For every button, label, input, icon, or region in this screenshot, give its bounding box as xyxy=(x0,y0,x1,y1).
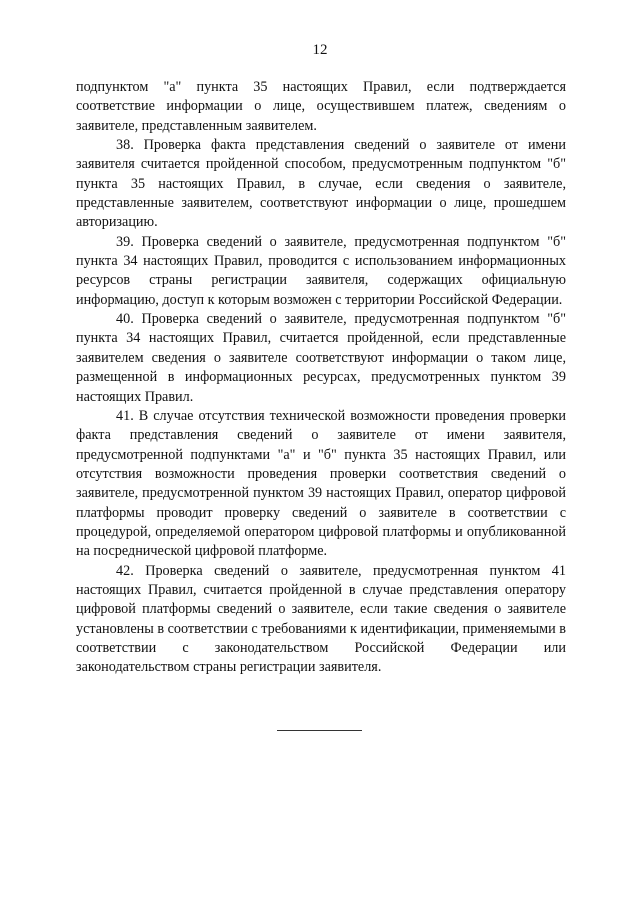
end-of-document-rule xyxy=(277,730,362,731)
paragraph-40: 40. Проверка сведений о заявителе, предусмотренная подпунктом "б" пункта 34 настоящих Правил, считается пройденной, если представленные заявителем сведения о заявителе соответствуют информации о таком лице, размещенной в информационных ресурсах, предусмотренных пунктом 39 настоящих Правил. xyxy=(76,311,566,405)
paragraph-continuation: подпунктом "а" пункта 35 настоящих Правил, если подтверждается соответствие информации о лице, осуществившем платеж, сведениям о заявителе, представленным заявителем. xyxy=(76,79,566,134)
paragraph-42: 42. Проверка сведений о заявителе, предусмотренная пунктом 41 настоящих Правил, считается пройденной в случае представления оператору цифровой платформы сведений о заявителе, если такие сведения о заявителе установлены в соответствии с требованиями к идентификации, применяемыми в соответствии с законодательством Российской Федерации или законодательством страны регистрации заявителя. xyxy=(76,562,566,676)
paragraph-39: 39. Проверка сведений о заявителе, предусмотренная подпунктом "б" пункта 34 настоящих Правил, проводится с использованием информационных ресурсов страны регистрации заявителя, содержащих официальную информацию, доступ к которым возможен с территории Российской Федерации. xyxy=(76,233,566,308)
page-number: 12 xyxy=(312,42,328,58)
paragraph-38: 38. Проверка факта представления сведений о заявителе от имени заявителя считается пройденной способом, предусмотренным подпунктом "б" пункта 35 настоящих Правил, в случае, если сведения о заявителе, представленные заявителем, соответствуют информации о лице, прошедшем авторизацию. xyxy=(76,137,566,231)
document-body xyxy=(76,78,566,678)
paragraph-41: 41. В случае отсутствия технической возможности проведения проверки факта представления сведений о заявителе от имени заявителя, предусмотренной подпунктами "а" и "б" пункта 35 настоящих Правил, или отсутствия возможности проведения проверки соответствия сведений о заявителе, предусмотренной пунктом 39 настоящих Правил, оператор цифровой платформы проводит проверку сведений о заявителе в соответствии с процедурой, определяемой оператором цифровой платформы и опубликованной на посреднической цифровой платформе. xyxy=(76,407,566,560)
